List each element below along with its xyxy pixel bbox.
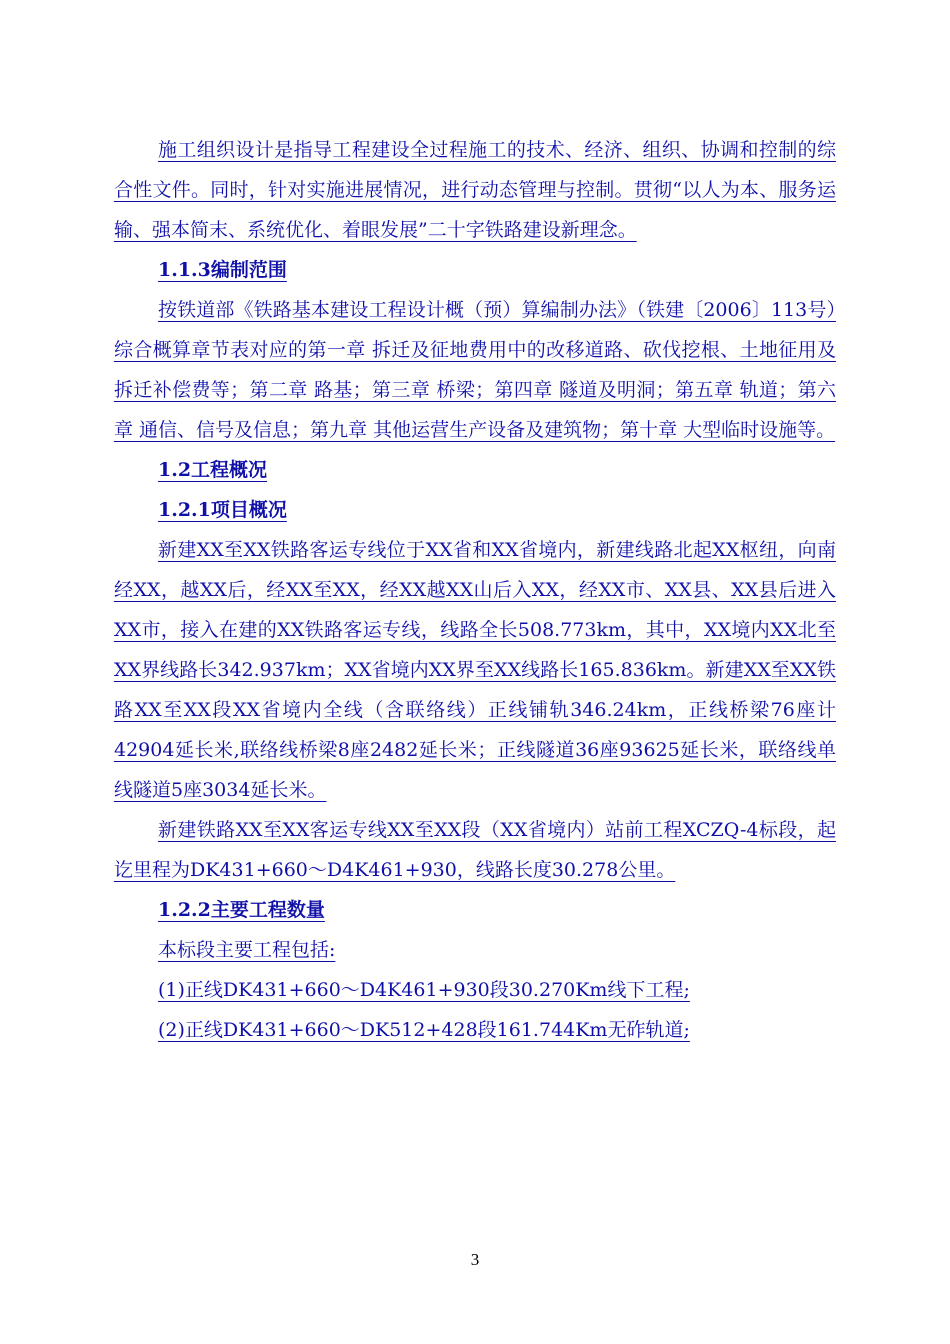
works-intro-line: 本标段主要工程包括: [158, 939, 336, 961]
document-body [114, 130, 836, 1050]
page-number: 3 [470, 1250, 480, 1269]
section-heading-1-1-3: 1.1.3编制范围 [158, 259, 287, 281]
project-overview-paragraph: 新建XX至XX铁路客运专线位于XX省和XX省境内，新建线路北起XX枢纽，向南经XX，越XX后，经XX至XX，经XX越XX山后入XX，经XX市、XX县、XX县后进入XX市，接入在建的XX铁路客运专线，线路全长508.773km，其中，XX境内XX北至XX界线路长342.937km；XX省境内XX界至XX线路长165.836km。新建XX至XX铁路XX至XX段XX省境内全线（含联络线）正线铺轨346.24km，正线桥梁76座计42904延长米,联络线桥梁8座2482延长米；正线隧道36座93625延长米，联络线单线隧道5座3034延长米。 [114, 539, 836, 801]
section-scope-paragraph: 新建铁路XX至XX客运专线XX至XX段（XX省境内）站前工程XCZQ-4标段，起讫里程为DK431+660～D4K461+930，线路长度30.278公里。 [114, 819, 836, 881]
intro-paragraph: 施工组织设计是指导工程建设全过程施工的技术、经济、组织、协调和控制的综合性文件。同时，针对实施进展情况，进行动态管理与控制。贯彻“以人为本、服务运输、强本简末、系统优化、着眼发展”二十字铁路建设新理念。 [114, 139, 836, 241]
section-heading-1-2-1: 1.2.1项目概况 [158, 499, 287, 521]
section-heading-1-2-2: 1.2.2主要工程数量 [158, 899, 325, 921]
section-heading-1-2: 1.2工程概况 [158, 459, 268, 481]
scope-paragraph: 按铁道部《铁路基本建设工程设计概（预）算编制办法》（铁建〔2006〕113号）综合概算章节表对应的第一章 拆迁及征地费用中的改移道路、砍伐挖根、土地征用及拆迁补偿费等；第二章 路基；第三章 桥梁；第四章 隧道及明洞；第五章 轨道；第六章 通信、信号及信息；第九章 其他运营生产设备及建筑物；第十章 大型临时设施等。 [114, 299, 836, 441]
works-list-item: (2)正线DK431+660～DK512+428段161.744Km无砟轨道; [158, 1019, 690, 1041]
works-list-item: (1)正线DK431+660～D4K461+930段30.270Km线下工程; [158, 979, 690, 1001]
